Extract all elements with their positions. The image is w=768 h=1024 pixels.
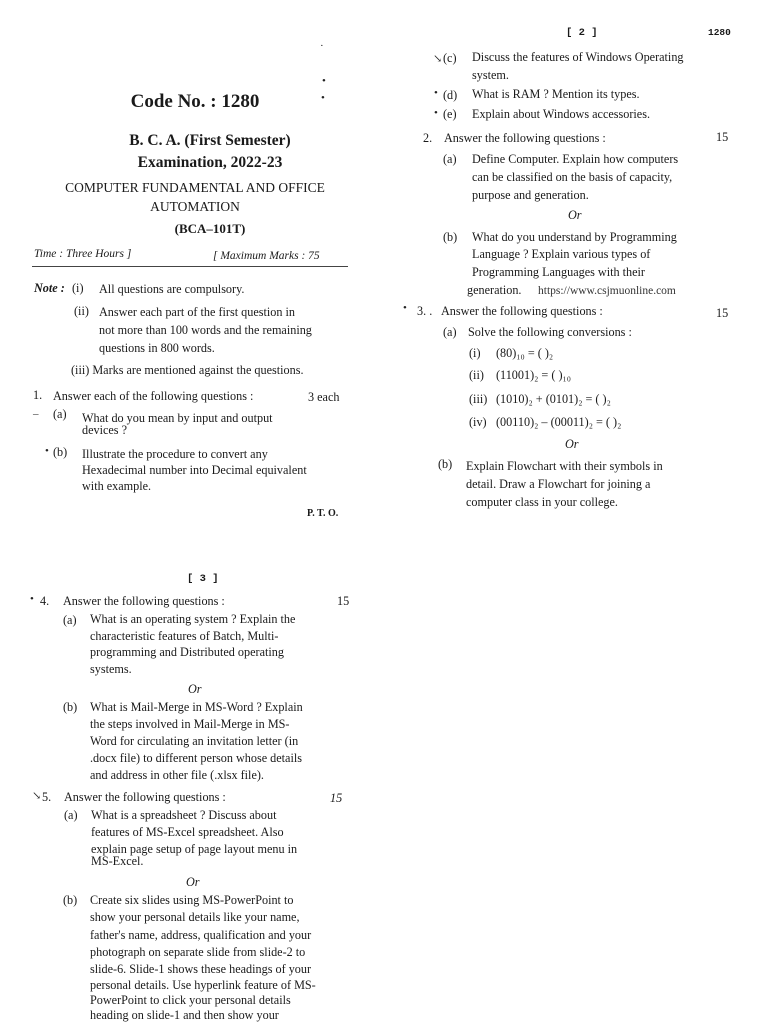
margin-tick: ↘ — [32, 790, 42, 802]
note-iii: (iii) Marks are mentioned against the questions. — [71, 363, 304, 377]
margin-dot: • — [434, 107, 438, 119]
or-separator: Or — [188, 682, 202, 696]
q4b-line-3: Word for circulating an invitation letter (in — [90, 734, 299, 748]
q3-number: 3. . — [417, 304, 433, 318]
q5b-line-6: personal details. Use hyperlink feature of MS- — [90, 978, 316, 992]
code-number: 1280 — [708, 27, 731, 38]
q5a-number: (a) — [64, 808, 78, 822]
q5b-line-3: father's name, address, qualification and your — [90, 928, 312, 942]
q5a-line-2: features of MS-Excel spreadsheet. Also — [91, 825, 284, 839]
course-title: B. C. A. (First Semester) — [129, 132, 291, 149]
q2b-line-1: What do you understand by Programming — [472, 230, 677, 244]
conversion-iv-number: (iv) — [469, 415, 487, 429]
conversion-i: (80)₁₀ = ( )₂ — [496, 346, 554, 360]
note-ii-number: (ii) — [74, 304, 89, 318]
q3-instruction: Answer the following questions : — [441, 304, 603, 318]
q1b-line-2: Hexadecimal number into Decimal equivalent — [82, 463, 307, 477]
q5-instruction: Answer the following questions : — [64, 790, 226, 804]
q1e-text: Explain about Windows accessories. — [472, 107, 650, 121]
q5b-line-2: show your personal details like your name, — [90, 910, 300, 924]
q5a-line-1: What is a spreadsheet ? Discuss about — [91, 808, 277, 822]
q1c-number: (c) — [443, 51, 457, 65]
scan-speck: · — [320, 40, 324, 52]
margin-dot: • — [45, 445, 49, 457]
q2a-number: (a) — [443, 152, 457, 166]
note-ii-line-3: questions in 800 words. — [99, 341, 215, 355]
q2a-line-3: purpose and generation. — [472, 188, 589, 202]
q1d-text: What is RAM ? Mention its types. — [472, 87, 640, 101]
or-separator: Or — [186, 875, 200, 889]
q5b-line-7: PowerPoint to click your personal details — [90, 993, 291, 1007]
note-i-number: (i) — [72, 281, 84, 295]
q2-instruction: Answer the following questions : — [444, 131, 606, 145]
q4b-line-4: .docx file) to different person whose details — [90, 751, 302, 765]
q1d-number: (d) — [443, 88, 458, 102]
note-i-text: All questions are compulsory. — [99, 282, 245, 296]
q1a-line-2: devices ? — [82, 423, 128, 437]
note-ii-line-1: Answer each part of the first question in — [99, 305, 295, 319]
q1-marks: 3 each — [308, 390, 340, 404]
q5b-line-8: heading on slide-1 and then show your — [90, 1008, 279, 1022]
q3b-number: (b) — [438, 457, 453, 471]
conversion-iv: (00110)₂ – (00011)₂ = ( )₂ — [496, 415, 622, 429]
q5b-line-4: photograph on separate slide from slide-2 to — [90, 945, 306, 959]
header-rule — [32, 266, 348, 267]
q5-marks: 15 — [330, 791, 343, 805]
q1b-line-1: Illustrate the procedure to convert any — [82, 447, 268, 461]
q1b-line-3: with example. — [82, 479, 152, 493]
conversion-ii: (11001)₂ = ( )₁₀ — [496, 368, 572, 382]
exam-title: Examination, 2022-23 — [137, 154, 283, 171]
note-label: Note : — [34, 281, 65, 295]
margin-tick: ↘ — [433, 53, 443, 65]
q3b-line-1: Explain Flowchart with their symbols in — [466, 459, 663, 473]
q1-number: 1. — [33, 388, 43, 402]
q2b-line-3: Programming Languages with their — [472, 265, 645, 279]
page-number: [ 3 ] — [187, 573, 219, 585]
q2-marks: 15 — [716, 130, 729, 144]
subject-line-2: AUTOMATION — [150, 199, 240, 214]
q3a-text: Solve the following conversions : — [468, 325, 632, 339]
q1b-number: (b) — [53, 445, 68, 459]
or-separator: Or — [565, 437, 579, 451]
q2-number: 2. — [423, 131, 433, 145]
q1e-number: (e) — [443, 107, 457, 121]
q2b-line-4: generation. — [467, 283, 522, 297]
conversion-i-number: (i) — [469, 346, 481, 360]
q5-number: 5. — [42, 790, 52, 804]
pto-label: P. T. O. — [307, 508, 339, 519]
q5a-line-4: MS-Excel. — [91, 854, 144, 868]
margin-dot: • — [30, 593, 34, 605]
q4a-line-2: characteristic features of Batch, Multi- — [90, 629, 279, 643]
q1a-line-1: What do you mean by input and output — [82, 411, 273, 425]
q5b-line-1: Create six slides using MS-PowerPoint to — [90, 893, 294, 907]
or-separator: Or — [568, 208, 582, 222]
subject-line-1: COMPUTER FUNDAMENTAL AND OFFICE — [65, 180, 325, 195]
page-number: [ 2 ] — [566, 27, 598, 39]
q3b-line-2: detail. Draw a Flowchart for joining a — [466, 477, 651, 491]
q4-number: 4. — [40, 594, 50, 608]
margin-dot: • — [434, 87, 438, 99]
q4b-line-5: and address in other file (.xlsx file). — [90, 768, 264, 782]
q1a-number: (a) — [53, 407, 67, 421]
margin-tick: – — [33, 408, 39, 420]
q4b-number: (b) — [63, 700, 78, 714]
q5b-number: (b) — [63, 893, 78, 907]
q1c-line-1: Discuss the features of Windows Operating — [472, 50, 684, 64]
maximum-marks: [ Maximum Marks : 75 — [213, 250, 320, 262]
q4b-line-1: What is Mail-Merge in MS-Word ? Explain — [90, 700, 303, 714]
q5b-line-5: slide-6. Slide-1 shows these headings of your — [90, 962, 312, 976]
margin-dot: • — [403, 302, 407, 314]
q4a-line-3: programming and Distributed operating — [90, 645, 284, 659]
q4-marks: 15 — [337, 594, 350, 608]
watermark-url: https://www.csjmuonline.com — [538, 285, 676, 297]
q1c-line-2: system. — [472, 68, 509, 82]
q4a-number: (a) — [63, 613, 77, 627]
q1-instruction: Answer each of the following questions : — [53, 389, 254, 403]
q4a-line-1: What is an operating system ? Explain the — [90, 612, 296, 626]
paper-code: (BCA–101T) — [174, 221, 246, 236]
q2a-line-2: can be classified on the basis of capacity, — [472, 170, 673, 184]
scan-speck: • — [321, 92, 325, 104]
q2a-line-1: Define Computer. Explain how computers — [472, 152, 679, 166]
conversion-iii: (1010)₂ + (0101)₂ = ( )₂ — [496, 392, 611, 406]
q4-instruction: Answer the following questions : — [63, 594, 225, 608]
q4a-line-4: systems. — [90, 662, 132, 676]
q3-marks: 15 — [716, 306, 729, 320]
q3a-number: (a) — [443, 325, 457, 339]
note-ii-line-2: not more than 100 words and the remaining — [99, 323, 312, 337]
scan-speck: • — [322, 75, 326, 87]
q5a-line-3: explain page setup of page layout menu in — [91, 842, 298, 856]
q2b-line-2: Language ? Explain various types of — [472, 247, 651, 261]
conversion-iii-number: (iii) — [469, 392, 488, 406]
conversion-ii-number: (ii) — [469, 368, 484, 382]
q4b-line-2: the steps involved in Mail-Merge in MS- — [90, 717, 290, 731]
q2b-number: (b) — [443, 230, 458, 244]
code-number: Code No. : 1280 — [130, 91, 260, 112]
q3b-line-3: computer class in your college. — [466, 495, 618, 509]
time-allowed: Time : Three Hours ] — [34, 248, 132, 260]
